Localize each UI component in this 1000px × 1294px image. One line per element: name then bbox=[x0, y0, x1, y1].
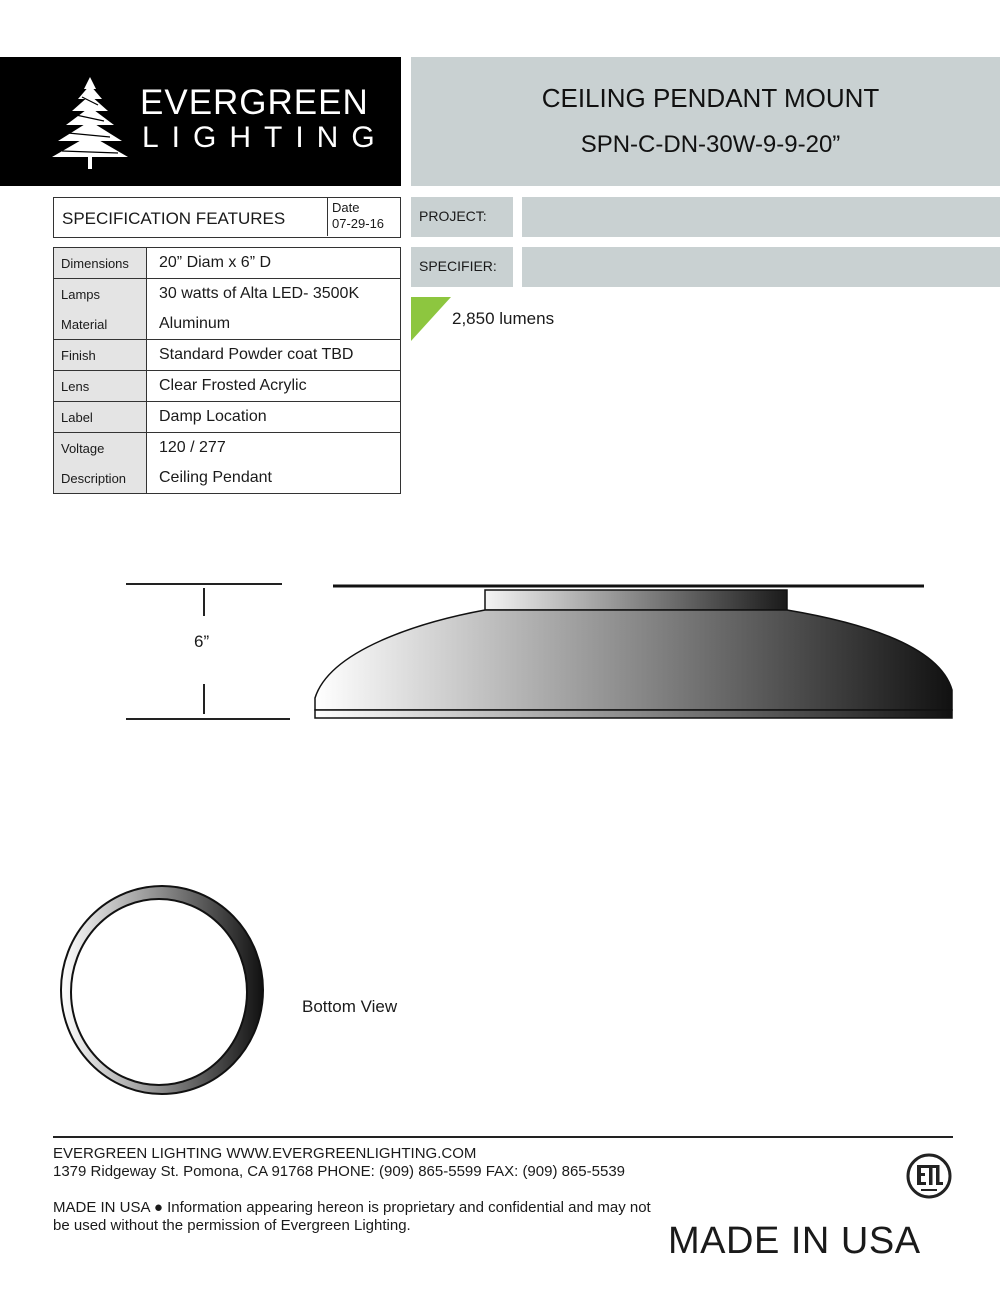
spec-label: Lamps bbox=[61, 286, 101, 302]
height-label: 6” bbox=[194, 632, 210, 651]
spec-label: Voltage bbox=[61, 440, 105, 456]
spec-group-lamps-material bbox=[54, 279, 400, 340]
lens-rim bbox=[315, 710, 952, 718]
spec-group-voltage-description bbox=[54, 433, 400, 493]
spec-date-label: Date bbox=[332, 200, 360, 215]
canopy bbox=[485, 590, 787, 610]
brand-name-line2: LIGHTING bbox=[142, 121, 388, 154]
spec-value: 20” Diam x 6” D bbox=[159, 254, 272, 271]
spec-label: Material bbox=[61, 316, 108, 332]
etl-listed-icon bbox=[905, 1152, 953, 1200]
spec-value: Standard Powder coat TBD bbox=[159, 346, 354, 363]
footer-company-website: EVERGREEN LIGHTING WWW.EVERGREENLIGHTING.COM bbox=[53, 1145, 477, 1162]
lumens-output: 2,850 lumens bbox=[452, 309, 555, 328]
spec-label: Lens bbox=[61, 378, 90, 394]
spec-label: Label bbox=[61, 409, 93, 425]
spec-features-title: SPECIFICATION FEATURES bbox=[62, 209, 286, 228]
bottom-view-drawing bbox=[55, 880, 275, 1100]
product-title: CEILING PENDANT MOUNT bbox=[541, 83, 880, 113]
bottom-view-label: Bottom View bbox=[302, 997, 398, 1016]
footer-disclaimer-line1: MADE IN USA ● Information appearing hereon is proprietary and confidential and may not bbox=[53, 1199, 651, 1216]
brand-name-line1: EVERGREEN bbox=[140, 83, 369, 122]
project-field[interactable] bbox=[522, 197, 1000, 237]
spec-group-finish bbox=[54, 340, 400, 371]
spec-table bbox=[53, 247, 401, 494]
made-in-usa-badge: MADE IN USA bbox=[668, 1220, 921, 1262]
product-title-block bbox=[411, 57, 1000, 186]
project-label: PROJECT: bbox=[411, 197, 513, 237]
brand-logo-block bbox=[0, 57, 401, 186]
side-view-drawing bbox=[0, 570, 1000, 740]
product-model: SPN-C-DN-30W-9-9-20” bbox=[580, 131, 841, 158]
spec-value: Ceiling Pendant bbox=[159, 469, 272, 486]
spec-value: 120 / 277 bbox=[159, 439, 226, 456]
spec-value: Damp Location bbox=[159, 408, 267, 425]
footer-divider bbox=[53, 1136, 953, 1138]
spec-value: Clear Frosted Acrylic bbox=[159, 377, 307, 394]
spec-group-label bbox=[54, 402, 400, 433]
fixture-body bbox=[315, 610, 952, 710]
spec-date-cell bbox=[327, 198, 400, 236]
spec-value: Aluminum bbox=[159, 315, 231, 332]
spec-date-value: 07-29-16 bbox=[332, 216, 385, 231]
spec-group-lens bbox=[54, 371, 400, 402]
footer-disclaimer-line2: be used without the permission of Evergreen Lighting. bbox=[53, 1217, 411, 1234]
specifier-label: SPECIFIER: bbox=[411, 247, 513, 287]
spec-label: Description bbox=[61, 470, 127, 486]
footer-address-contact: 1379 Ridgeway St. Pomona, CA 91768 PHONE: (909) 865-5599 FAX: (909) 865-5539 bbox=[53, 1163, 626, 1180]
specifier-field[interactable] bbox=[522, 247, 1000, 287]
lumens-triangle-icon bbox=[411, 297, 453, 341]
spec-value: 30 watts of Alta LED- 3500K bbox=[159, 285, 360, 302]
spec-features-header bbox=[53, 197, 401, 238]
spec-label: Finish bbox=[61, 347, 96, 363]
tree-icon bbox=[48, 75, 132, 171]
spec-label: Dimensions bbox=[61, 255, 129, 271]
spec-group-dimensions bbox=[54, 248, 400, 279]
